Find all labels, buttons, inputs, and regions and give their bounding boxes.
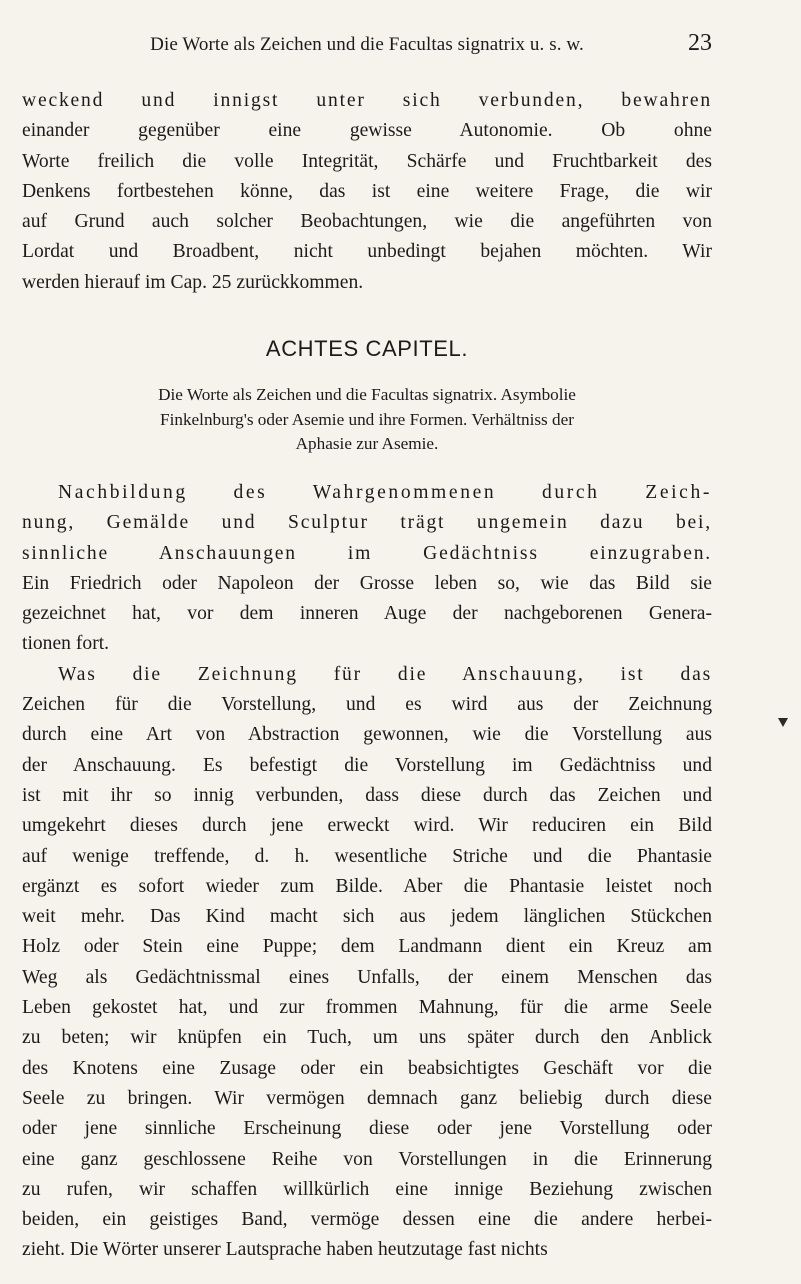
text-line: Seele zu bringen. Wir vermögen demnach ganz beliebig durch diese	[22, 1087, 712, 1109]
text-line: weckend und innigst unter sich verbunden, bewahren	[22, 90, 712, 111]
text-line: Nachbildung des Wahrgenommenen durch Zeich-	[58, 482, 712, 503]
text-line: eine ganz geschlossene Reihe von Vorstellungen in die Erinnerung	[22, 1148, 712, 1170]
text-line: Holz oder Stein eine Puppe; dem Landmann dient ein Kreuz am	[22, 936, 712, 958]
text-line: Worte freilich die volle Integrität, Schärfe und Fruchtbarkeit des	[22, 150, 712, 172]
text-line: ergänzt es sofort wieder zum Bilde. Aber die Phantasie leistet noch	[22, 875, 712, 897]
text-line: weit mehr. Das Kind macht sich aus jedem länglichen Stückchen	[22, 906, 712, 928]
running-head	[22, 30, 712, 60]
summary-line: Finkelnburg's oder Asemie und ihre Formen. Verhältniss der	[160, 409, 574, 429]
text-line: sinnliche Anschauungen im Gedächtniss einzugraben.	[22, 542, 712, 564]
text-line: gezeichnet hat, vor dem inneren Auge der nachgeborenen Genera-	[22, 603, 712, 625]
text-line: zu rufen, wir schaffen willkürlich eine innige Beziehung zwischen	[22, 1178, 712, 1200]
text-line: Denkens fortbestehen könne, das ist eine weitere Frage, die wir	[22, 180, 712, 202]
text-line: ist mit ihr so innig verbunden, dass diese durch das Zeichen und	[22, 784, 712, 806]
main-paragraph	[22, 478, 712, 1266]
margin-mark-icon	[778, 718, 788, 727]
text-line: auf wenige treffende, d. h. wesentliche Striche und die Phantasie	[22, 845, 712, 867]
top-paragraph	[22, 86, 712, 298]
text-line: umgekehrt dieses durch jene erweckt wird. Wir reduciren ein Bild	[22, 815, 712, 837]
text-line: nung, Gemälde und Sculptur trägt ungemein dazu bei,	[22, 512, 712, 534]
page-number: 23	[688, 30, 712, 56]
text-line: zu beten; wir knüpfen ein Tuch, um uns später durch den Anblick	[22, 1027, 712, 1049]
text-line: Ein Friedrich oder Napoleon der Grosse leben so, wie das Bild sie	[22, 572, 712, 594]
text-line: tionen fort.	[22, 633, 110, 655]
text-line: einander gegenüber eine gewisse Autonomie. Ob ohne	[22, 120, 712, 142]
text-line: Was die Zeichnung für die Anschauung, ist das	[58, 663, 712, 685]
text-line: Zeichen für die Vorstellung, und es wird aus der Zeichnung	[22, 694, 712, 716]
text-line: Lordat und Broadbent, nicht unbedingt bejahen möchten. Wir	[22, 241, 712, 263]
text-line: durch eine Art von Abstraction gewonnen, wie die Vorstellung aus	[22, 724, 712, 746]
text-line: werden hierauf im Cap. 25 zurückkommen.	[22, 271, 364, 293]
summary-line: Aphasie zur Asemie.	[295, 434, 439, 454]
text-line: oder jene sinnliche Erscheinung diese oder jene Vorstellung oder	[22, 1118, 712, 1140]
text-line: auf Grund auch solcher Beobachtungen, wie die angeführten von	[22, 211, 712, 233]
text-line: zieht. Die Wörter unserer Lautsprache haben heutzutage fast nichts	[22, 1239, 548, 1261]
chapter-summary	[60, 383, 674, 457]
text-line: Weg als Gedächtnissmal eines Unfalls, der einem Menschen das	[22, 966, 712, 988]
chapter-heading: ACHTES CAPITEL.	[265, 336, 469, 361]
summary-line: Die Worte als Zeichen und die Facultas signatrix. Asymbolie	[158, 385, 576, 404]
text-line: des Knotens eine Zusage oder ein beabsichtigtes Geschäft vor die	[22, 1057, 712, 1079]
text-line: der Anschauung. Es befestigt die Vorstellung im Gedächtniss und	[22, 754, 712, 776]
text-line: Leben gekostet hat, und zur frommen Mahnung, für die arme Seele	[22, 997, 712, 1019]
text-line: beiden, ein geistiges Band, vermöge dessen eine die andere herbei-	[22, 1209, 712, 1231]
running-title: Die Worte als Zeichen und die Facultas signatrix u. s. w.	[150, 34, 584, 55]
